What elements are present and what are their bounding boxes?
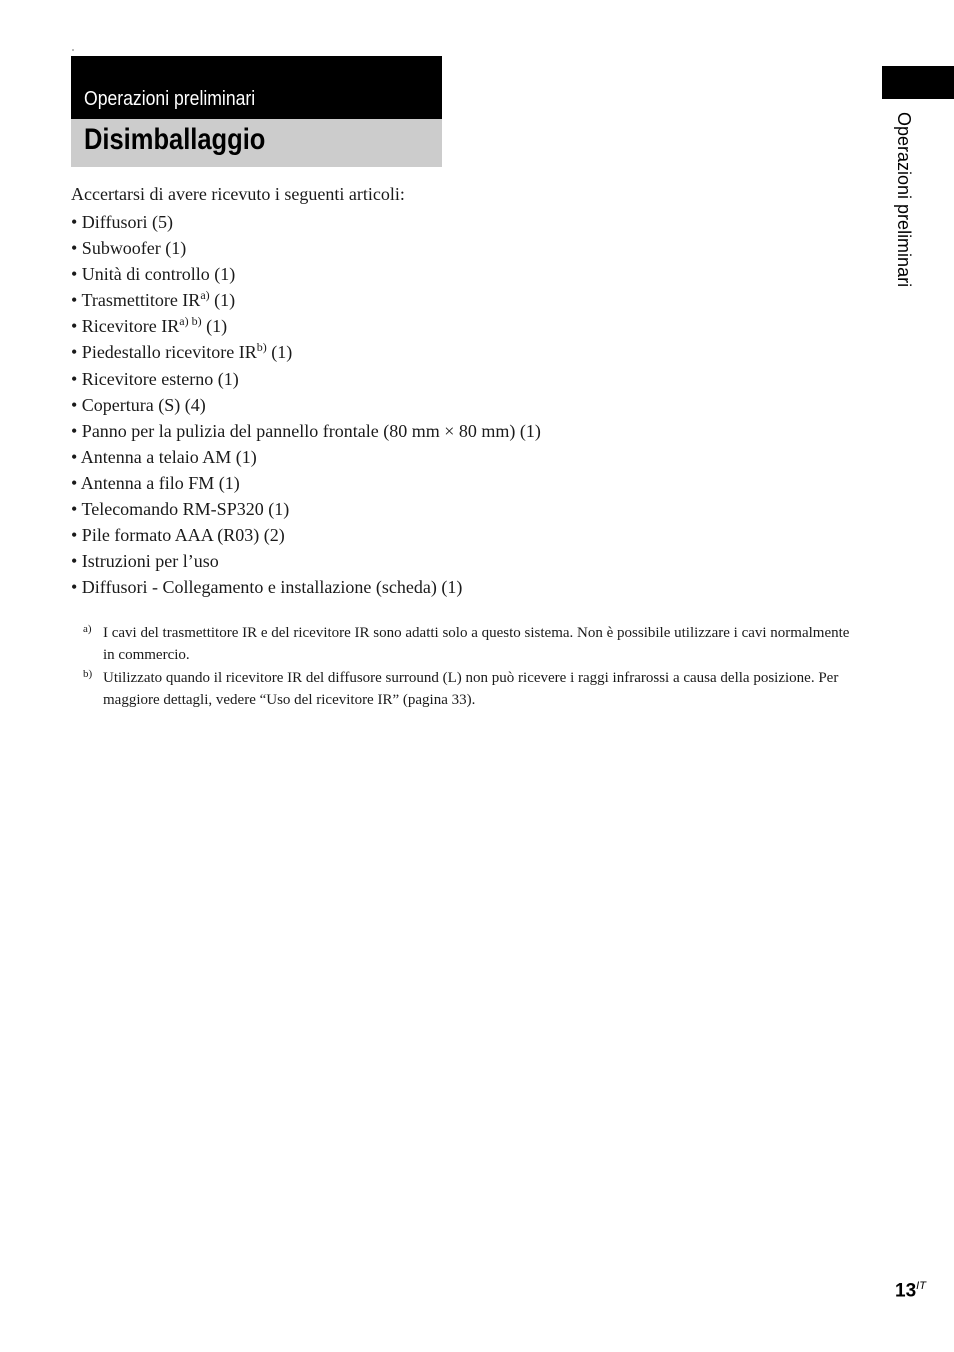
list-item: • Telecomando RM-SP320 (1) xyxy=(71,499,290,520)
list-item: • Diffusori (5) xyxy=(71,212,173,232)
list-item: • Pile formato AAA (R03) (2) xyxy=(71,525,285,546)
footnotes xyxy=(83,622,863,712)
list-item: • Ricevitore esterno (1) xyxy=(71,368,239,389)
chapter-tab-marker xyxy=(882,66,954,99)
list-item: • Panno per la pulizia del pannello frontale (80 mm × 80 mm) (1) xyxy=(71,420,541,441)
page-heading-box xyxy=(71,119,442,167)
section-title: Operazioni preliminari xyxy=(84,88,256,110)
footnote-ref: a) xyxy=(200,288,210,303)
intro-text: Accertarsi di avere ricevuto i seguenti articoli: xyxy=(71,184,405,204)
footnote xyxy=(83,667,863,711)
list-item: • Antenna a telaio AM (1) xyxy=(71,446,257,467)
list-item: • Copertura (S) (4) xyxy=(71,394,206,415)
list-item: • Diffusori - Collegamento e installazione (scheda) (1) xyxy=(71,577,463,598)
page-title: Disimballaggio xyxy=(84,123,266,156)
footnote-mark: a) xyxy=(83,623,92,635)
page-number: $13^{IT}$ xyxy=(895,1280,926,1302)
footnote-text: I cavi del trasmettitore IR e del ricevitore IR sono adatti solo a questo sistema. Non è possibile utilizzare i cavi normalmente in commercio. xyxy=(103,625,850,663)
section-header-bar xyxy=(71,56,442,119)
list-item: • Trasmettitore IR$^{a)}$ (1) xyxy=(71,288,236,311)
list-item: • Subwoofer (1) xyxy=(71,238,187,259)
footnote-ref: b) xyxy=(256,340,267,355)
list-item: • Ricevitore $IR^{a) b)}$ (1) xyxy=(71,314,228,337)
footnote-ref: a) b) xyxy=(179,314,202,329)
print-mark xyxy=(72,49,74,51)
list-item: • Istruzioni per l’uso xyxy=(71,551,219,572)
footnote-mark: b) xyxy=(83,668,93,680)
package-contents-list xyxy=(71,210,541,601)
list-item: • Piedestallo ricevitore IR$^{b)}$ (1) xyxy=(71,340,293,363)
footnote-text: Utilizzato quando il ricevitore IR del diffusore surround (L) non può ricevere i raggi infrarossi a causa della posizione. Per maggiore dettagli, vedere “Uso del ricevitore IR” (pagina 33). xyxy=(103,670,839,708)
list-item: • Antenna a filo FM (1) xyxy=(71,472,240,493)
footnote xyxy=(83,622,863,666)
list-item: • Unità di controllo (1) xyxy=(71,264,236,285)
locale-code: IT xyxy=(916,1280,926,1292)
chapter-side-label: Operazioni preliminari xyxy=(894,112,914,288)
